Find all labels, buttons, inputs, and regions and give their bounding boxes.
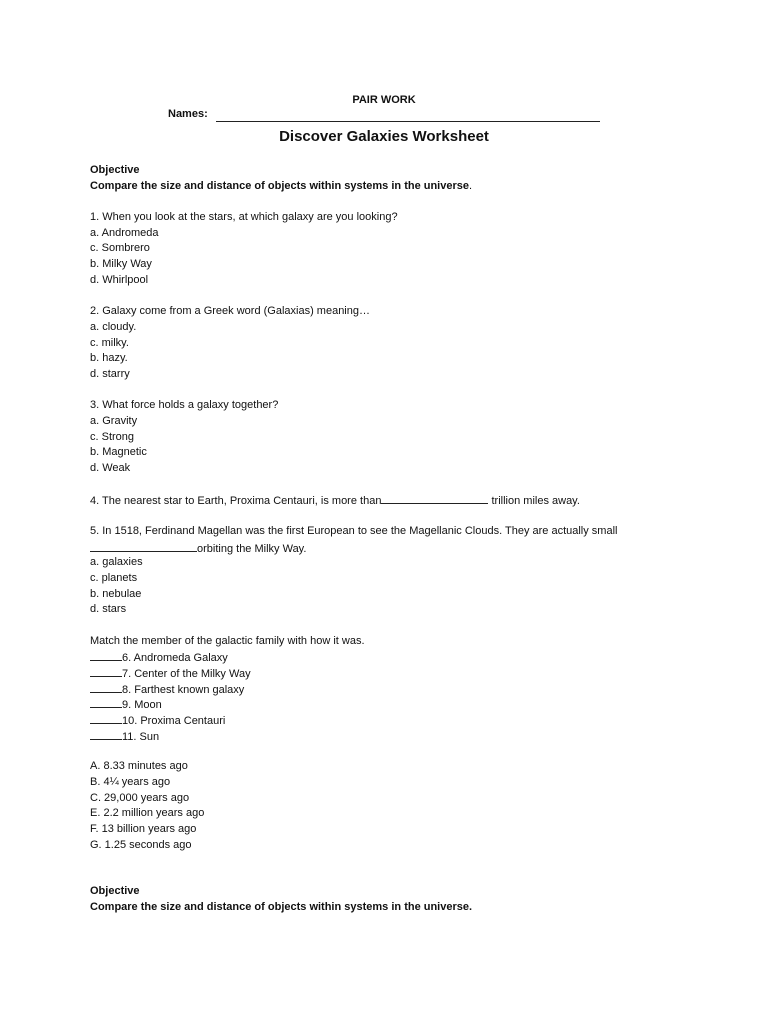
- match-answer: G. 1.25 seconds ago: [90, 838, 192, 851]
- match-blank[interactable]: [90, 665, 122, 677]
- q4-answer-blank[interactable]: [381, 492, 488, 504]
- match-blank[interactable]: [90, 649, 122, 661]
- match-item-label: 9. Moon: [122, 699, 162, 712]
- match-answer: C. 29,000 years ago: [90, 791, 190, 804]
- names-label: Names:: [168, 108, 208, 120]
- q3-option: d. Weak: [90, 462, 131, 475]
- match-blank[interactable]: [90, 696, 122, 708]
- q5-option: b. nebulae: [90, 587, 142, 600]
- match-answer: A. 8.33 minutes ago: [90, 760, 188, 773]
- q3-option: b. Magnetic: [90, 446, 147, 459]
- q1-option: c. Sombrero: [90, 242, 150, 255]
- match-answer: E. 2.2 million years ago: [90, 807, 205, 820]
- q2-option: d. starry: [90, 367, 130, 380]
- question-4: [90, 492, 690, 508]
- q1-option: d. Whirlpool: [90, 273, 149, 286]
- match-blank[interactable]: [90, 681, 122, 693]
- worksheet-title: Discover Galaxies Worksheet: [279, 128, 489, 145]
- objective-text-bold: Compare the size and distance of objects within systems in the universe: [90, 179, 469, 192]
- match-answer: F. 13 billion years ago: [90, 822, 197, 835]
- match-blank[interactable]: [90, 712, 122, 724]
- match-item: [90, 649, 690, 665]
- match-item: [90, 728, 690, 744]
- q1-option: a. Andromeda: [90, 226, 159, 239]
- match-answer: B. 4¼ years ago: [90, 775, 171, 788]
- pair-work-heading: PAIR WORK: [352, 94, 416, 106]
- match-blank[interactable]: [90, 728, 122, 740]
- q2-option: c. milky.: [90, 336, 129, 349]
- match-item-label: 7. Center of the Milky Way: [122, 668, 251, 680]
- q3-option: c. Strong: [90, 430, 135, 443]
- question-5-line-1: 5. In 1518, Ferdinand Magellan was the first European to see the Magellanic Clouds. They are actually small: [90, 524, 618, 537]
- match-intro: Match the member of the galactic family with how it was.: [90, 634, 365, 647]
- question-5-line-2: [90, 540, 690, 556]
- match-item-label: 8. Farthest known galaxy: [122, 683, 245, 696]
- match-item-label: 10. Proxima Centauri: [122, 715, 226, 728]
- q1-option: b. Milky Way: [90, 258, 152, 271]
- names-field[interactable]: [216, 121, 600, 122]
- worksheet-page: [90, 94, 690, 916]
- q5-option: c. planets: [90, 571, 138, 584]
- objective-2-heading: Objective: [90, 885, 140, 898]
- question-3: 3. What force holds a galaxy together?: [90, 399, 279, 412]
- question-2: 2. Galaxy come from a Greek word (Galaxias) meaning…: [90, 305, 370, 318]
- q3-option: a. Gravity: [90, 415, 138, 427]
- q2-option: b. hazy.: [90, 352, 128, 365]
- q5-option: a. galaxies: [90, 556, 143, 569]
- objective-heading: Objective: [90, 164, 140, 176]
- q2-option: a. cloudy.: [90, 320, 137, 333]
- q4-text-after: trillion miles away.: [488, 495, 580, 508]
- match-item: [90, 696, 690, 712]
- objective-period: .: [469, 179, 473, 192]
- q5-text-after: orbiting the Milky Way.: [197, 542, 307, 555]
- match-item-label: 6. Andromeda Galaxy: [122, 652, 228, 665]
- question-1: 1. When you look at the stars, at which galaxy are you looking?: [90, 211, 398, 224]
- match-item-label: 11. Sun: [122, 730, 160, 743]
- objective-2-text: Compare the size and distance of objects within systems in the universe.: [90, 900, 473, 913]
- names-row: [90, 108, 690, 124]
- q5-answer-blank[interactable]: [90, 540, 197, 552]
- objective-text: [90, 179, 690, 195]
- q4-text-before: 4. The nearest star to Earth, Proxima Centauri, is more than: [90, 495, 382, 508]
- q5-option: d. stars: [90, 603, 127, 616]
- match-item: [90, 681, 690, 697]
- match-item: [90, 665, 690, 681]
- match-item: [90, 712, 690, 728]
